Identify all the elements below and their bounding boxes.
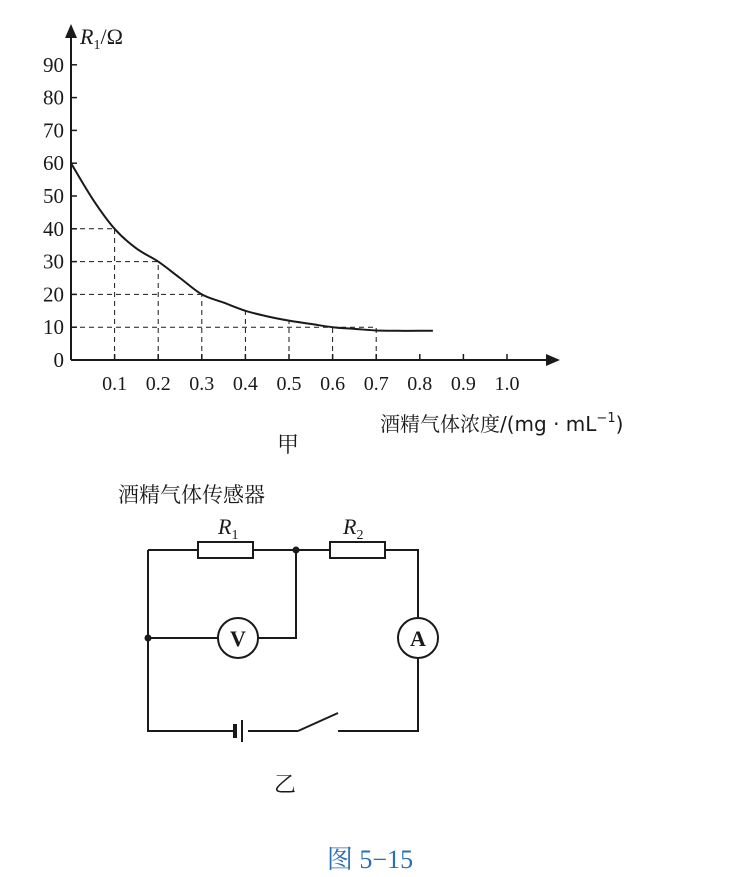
x-tick-label: 0.9 bbox=[450, 373, 476, 395]
figure-caption: 图 5−15 bbox=[326, 845, 414, 874]
y-tick-label: 0 bbox=[53, 348, 64, 372]
y-tick-label: 20 bbox=[43, 282, 64, 307]
y-tick-label: 70 bbox=[43, 118, 64, 143]
x-tick-label: 0.6 bbox=[320, 373, 346, 395]
r2-label-symbol: R bbox=[343, 514, 357, 539]
resistor-r2 bbox=[330, 542, 385, 558]
x-tick-label: 1.0 bbox=[494, 373, 520, 395]
guide-lines bbox=[71, 229, 376, 360]
x-tick-label: 0.2 bbox=[145, 373, 171, 395]
circuit-caption: 乙 bbox=[273, 773, 297, 798]
graph bbox=[43, 24, 623, 458]
r1-label-subscript: 1 bbox=[231, 528, 239, 543]
resistor-r1 bbox=[198, 542, 253, 558]
wire-left bbox=[148, 550, 235, 731]
graph-caption: 甲 bbox=[276, 433, 300, 458]
x-axis-label-text: 酒精气体浓度/(mg · mL bbox=[380, 412, 597, 436]
ammeter-label: A bbox=[410, 626, 426, 651]
x-tick-label: 0.3 bbox=[189, 373, 215, 395]
y-axis-label-unit: /Ω bbox=[100, 24, 123, 49]
y-tick-label: 90 bbox=[43, 52, 64, 77]
y-tick-label: 30 bbox=[43, 249, 64, 274]
y-axis-label-subscript: 1 bbox=[93, 38, 101, 53]
junction-dot-left bbox=[145, 635, 152, 642]
r2-label bbox=[342, 514, 363, 543]
y-tick-label: 40 bbox=[43, 216, 64, 241]
sensor-label: 酒精气体传感器 bbox=[118, 483, 265, 507]
y-tick-label: 80 bbox=[43, 85, 64, 110]
y-tick-label: 10 bbox=[43, 315, 64, 340]
y-tick-label: 60 bbox=[43, 151, 64, 176]
wire-right-bottom bbox=[338, 658, 418, 731]
x-tick-label: 0.1 bbox=[102, 373, 128, 395]
wire-top-right bbox=[385, 550, 418, 617]
r2-label-subscript: 2 bbox=[356, 528, 364, 543]
x-axis-label-close: ) bbox=[615, 412, 624, 436]
x-tick-label: 0.8 bbox=[407, 373, 433, 395]
switch bbox=[298, 713, 338, 731]
y-axis-label bbox=[79, 24, 123, 53]
circuit-diagram bbox=[148, 542, 438, 742]
x-axis-label bbox=[380, 411, 623, 436]
wire-voltmeter-right bbox=[258, 550, 296, 638]
resistance-curve bbox=[71, 163, 433, 331]
voltmeter-label: V bbox=[230, 626, 246, 651]
y-tick-label: 50 bbox=[43, 184, 64, 208]
x-axis-label-superscript: −1 bbox=[596, 411, 616, 426]
y-axis-label-symbol: R bbox=[80, 24, 94, 49]
x-tick-label: 0.5 bbox=[276, 373, 302, 395]
junction-dot-top bbox=[293, 547, 300, 554]
y-axis-arrow bbox=[65, 24, 77, 38]
x-tick-label: 0.4 bbox=[232, 373, 258, 395]
r1-label-symbol: R bbox=[218, 514, 232, 539]
axes bbox=[65, 24, 560, 366]
x-tick-label: 0.7 bbox=[363, 373, 389, 395]
r1-label bbox=[217, 514, 238, 543]
x-axis-arrow bbox=[546, 354, 560, 366]
